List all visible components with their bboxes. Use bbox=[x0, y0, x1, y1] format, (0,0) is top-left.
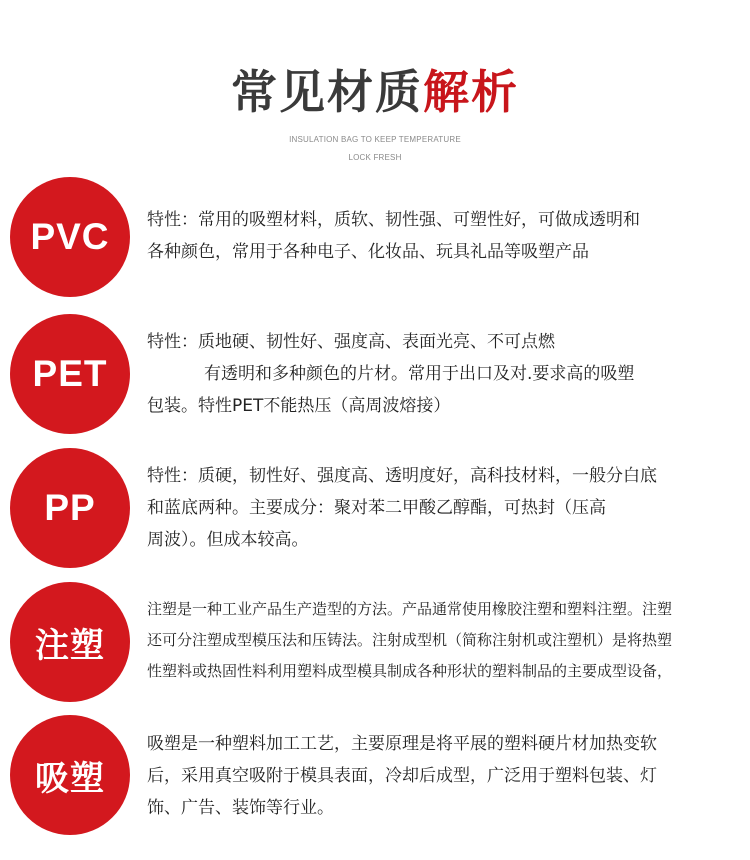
injection-molding-description-line: 性塑料或热固性料利用塑料成型模具制成各种形状的塑料制品的主要成型设备， bbox=[147, 662, 673, 680]
pvc-description bbox=[147, 204, 737, 268]
injection-molding-badge: 注塑 bbox=[10, 582, 130, 702]
injection-molding-description-line: 注塑是一种工业产品生产造型的方法。产品通常使用橡胶注塑和塑料注塑。注塑 bbox=[147, 600, 673, 618]
pvc-description-line: 各种颜色，常用于各种电子、化妆品、玩具礼品等吸塑产品 bbox=[147, 242, 589, 262]
blister-molding-description-line: 吸塑是一种塑料加工工艺，主要原理是将平展的塑料硬片材加热变软 bbox=[147, 734, 657, 754]
subtitle-line-2: LOCK FRESH bbox=[348, 153, 402, 162]
page-title bbox=[0, 62, 750, 122]
blister-molding-description-line: 后，采用真空吸附于模具表面，冷却后成型，广泛用于塑料包装、灯 bbox=[147, 766, 657, 786]
injection-molding-description bbox=[147, 594, 737, 687]
blister-molding-description bbox=[147, 728, 737, 824]
subtitle-line-1: INSULATION BAG TO KEEP TEMPERATURE bbox=[289, 135, 461, 144]
pp-description-line: 周波）。但成本较高。 bbox=[147, 530, 309, 550]
pp-badge: PP bbox=[10, 448, 130, 568]
pvc-badge: PVC bbox=[10, 177, 130, 297]
page-title-accent: 解析 bbox=[423, 65, 519, 119]
page-title-main: 常见材质 bbox=[231, 65, 423, 119]
pet-badge: PET bbox=[10, 314, 130, 434]
blister-molding-description-line: 饰、广告、装饰等行业。 bbox=[147, 798, 334, 818]
pp-description-line: 特性：质硬，韧性好、强度高、透明度好，高科技材料，一般分白底 bbox=[147, 466, 657, 486]
pet-description-line: 特性：质地硬、韧性好、强度高、表面光亮、不可点燃 bbox=[147, 332, 555, 352]
pvc-description-line: 特性：常用的吸塑材料，质软、韧性强、可塑性好，可做成透明和 bbox=[147, 210, 640, 230]
pet-description-line: 有透明和多种颜色的片材。常用于出口及对.要求高的吸塑 bbox=[204, 364, 635, 384]
pp-description-line: 和蓝底两种。主要成分：聚对苯二甲酸乙醇酯，可热封（压高 bbox=[147, 498, 606, 518]
pet-description bbox=[147, 326, 737, 422]
injection-molding-description-line: 还可分注塑成型模压法和压铸法。注射成型机（简称注射机或注塑机）是将热塑 bbox=[147, 631, 673, 649]
pet-description-line: 包装。特性PET不能热压（高周波熔接） bbox=[147, 396, 451, 416]
pp-description bbox=[147, 460, 737, 556]
blister-molding-badge: 吸塑 bbox=[10, 715, 130, 835]
